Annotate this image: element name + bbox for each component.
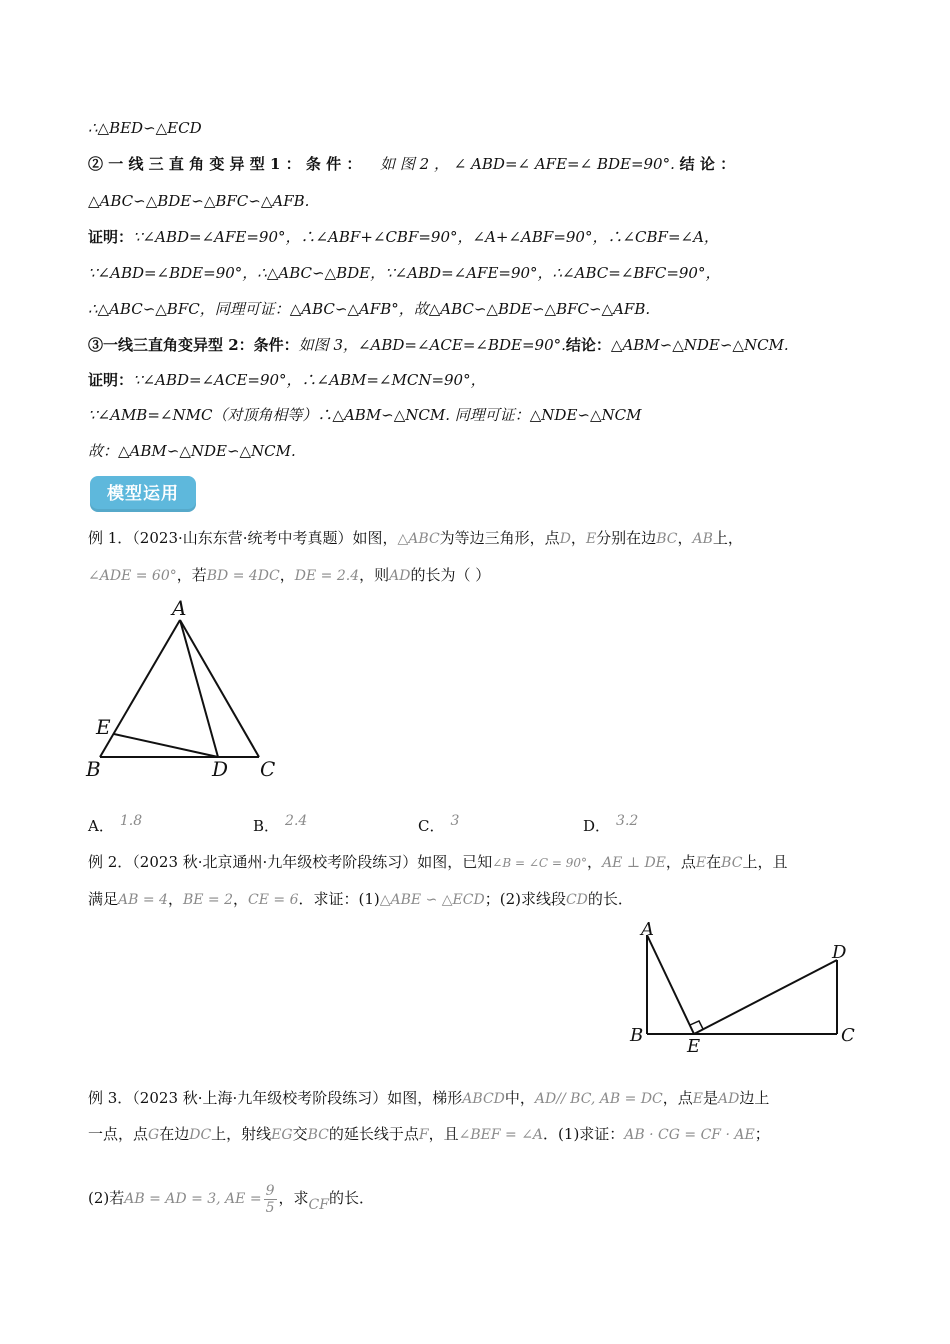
label-point-d: D bbox=[212, 757, 229, 781]
text-line-conclusion-bed-ecd: ∴△BED∽△ECD bbox=[88, 119, 202, 137]
option-d[interactable]: D． 3.2 bbox=[583, 813, 639, 835]
example2-statement-line2: 满足AB = 4，BE = 2，CE = 6．求证：(1)△ABE ∽ △ECD；(2)求线段CD的长． bbox=[88, 890, 633, 908]
option-a[interactable]: A． 1.8 bbox=[88, 813, 143, 835]
text-line-proof2-conclusion: 故：△ABM∽△NDE∽△NCM. bbox=[88, 442, 296, 460]
label-point-a: A bbox=[172, 596, 187, 620]
fraction-nine-fifths: $\frac{9}{5}$ bbox=[265, 1182, 275, 1216]
text-line-proof1-step2: ∵∠ABD=∠BDE=90°，∴△ABC∽△BDE，∵∠ABD=∠AFE=90°，∴∠ABC=∠BFC=90°， bbox=[88, 264, 721, 282]
segment-ad bbox=[180, 620, 218, 757]
example3-statement-line3: (2)若AB = AD = 3, AE = $\frac{9}{5}$ ，求CF的长． bbox=[88, 1182, 374, 1216]
example1-triangle-figure bbox=[80, 595, 290, 785]
text-line-proof2-step2: ∵∠AMB=∠NMC（对顶角相等）∴△ABM∽△NCM. 同理可证：△NDE∽△NCM bbox=[88, 406, 642, 424]
example3-statement-line2: 一点，点G在边DC上，射线EG交BC的延长线于点F，且∠BEF = ∠A．(1)求证：AB · CG = CF · AE； bbox=[88, 1125, 770, 1143]
segment-ed bbox=[694, 960, 837, 1034]
example2-figure bbox=[620, 915, 865, 1060]
label-point-d: D bbox=[832, 942, 847, 963]
segment-ac bbox=[180, 620, 259, 757]
example3-statement-line1: 例 3．（2023 秋·上海·九年级校考阶段练习）如图，梯形ABCD中，AD// BC, AB = DC，点E是AD边上 bbox=[88, 1089, 770, 1107]
text-line-proof2-step1: 证明：∵∠ABD=∠ACE=90°，∴∠ABM=∠MCN=90°， bbox=[88, 371, 486, 389]
text-line-proof1-step3: ∴△ABC∽△BFC，同理可证：△ABC∽△AFB°，故△ABC∽△BDE∽△BFC∽△AFB. bbox=[88, 300, 651, 318]
example2-statement-line1: 例 2．（2023 秋·北京通州·九年级校考阶段练习）如图，已知∠B = ∠C = 90°，AE ⊥ DE，点E在BC上，且 bbox=[88, 853, 788, 871]
segment-ab bbox=[100, 620, 180, 757]
label-point-c: C bbox=[841, 1025, 855, 1046]
option-c[interactable]: C． 3 bbox=[418, 813, 460, 835]
label-point-c: C bbox=[260, 757, 276, 781]
label-point-e: E bbox=[96, 715, 111, 739]
label-point-b: B bbox=[630, 1025, 644, 1046]
example1-statement-line2: ∠ADE = 60°，若BD = 4DC，DE = 2.4，则AD的长为（ ） bbox=[88, 566, 491, 584]
label-point-a: A bbox=[641, 919, 654, 940]
section-badge-model-application: 模型运用 bbox=[90, 476, 196, 512]
label-point-e: E bbox=[687, 1036, 701, 1057]
segment-ed bbox=[114, 734, 218, 757]
option-b[interactable]: B． 2.4 bbox=[253, 813, 308, 835]
text-line-variant1-header: ② 一 线 三 直 角 变 异 型 1 ： 条 件 ： 如 图 2 ， ∠ ABD=∠ AFE=∠ BDE=90°. 结 论 ： bbox=[88, 155, 736, 173]
text-line-proof1-step1: 证明：∵∠ABD=∠AFE=90°，∴∠ABF+∠CBF=90°，∠A+∠ABF=90°，∴∠CBF=∠A， bbox=[88, 228, 719, 246]
text-line-variant1-conclusion: △ABC∽△BDE∽△BFC∽△AFB. bbox=[88, 192, 310, 210]
text-line-variant2-header: ③一线三直角变异型 2：条件：如图 3，∠ABD=∠ACE=∠BDE=90°.结论：△ABM∽△NDE∽△NCM. bbox=[88, 336, 789, 354]
example1-statement-line1: 例 1．（2023·山东东营·统考中考真题）如图，△ABC为等边三角形，点D，E分别在边BC，AB上， bbox=[88, 529, 743, 547]
segment-ae bbox=[647, 935, 694, 1034]
label-point-b: B bbox=[86, 757, 101, 781]
